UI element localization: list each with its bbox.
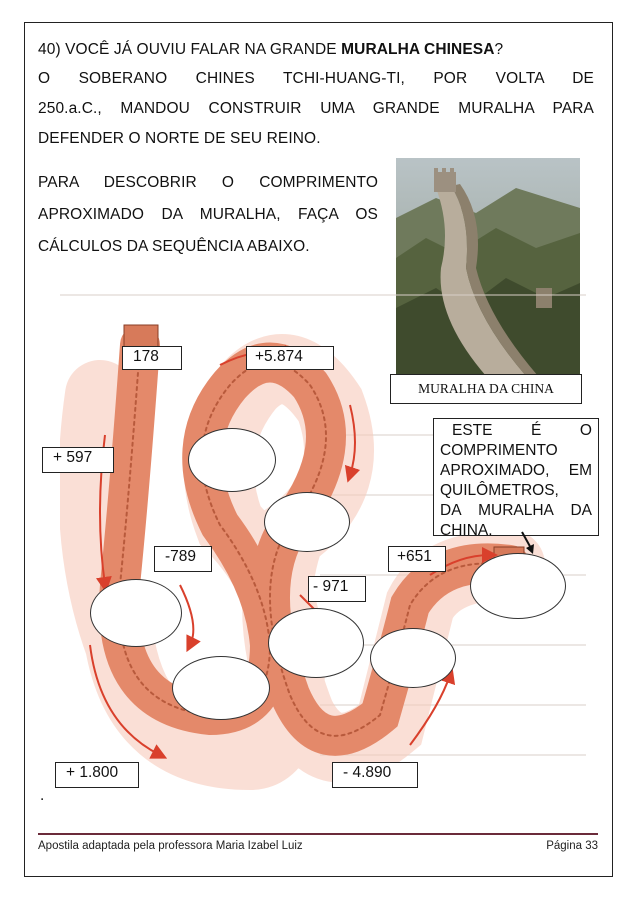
answer-oval-5[interactable] [370,628,456,688]
question-line-3: 250.a.C., MANDOU CONSTRUIR UMA GRANDE MURALHA PARA [38,100,594,117]
answer-note-line-5: DA MURALHA DA [440,502,592,519]
answer-note-line-1: ESTE É O [452,422,592,439]
answer-oval-4[interactable] [268,608,364,678]
footer [38,840,598,852]
answer-oval-6[interactable] [172,656,270,720]
answer-oval-final[interactable] [470,553,566,619]
question-line-2: O SOBERANO CHINES TCHI-HUANG-TI, POR VOLTA DE [38,70,594,87]
value-step-4: - 971 [308,576,366,602]
answer-note-line-2: COMPRIMENTO [440,442,558,459]
answer-note-line-6: CHINA. [440,522,493,539]
answer-oval-3[interactable] [90,579,182,647]
footer-rule [38,833,598,835]
question-line-6: APROXIMADO DA MURALHA, FAÇA OS [38,206,378,223]
question-line-5: PARA DESCOBRIR O COMPRIMENTO [38,174,378,191]
value-step-1: +5.874 [246,346,334,370]
question-suffix: ? [494,41,504,58]
question-prefix: 40) VOCÊ JÁ OUVIU FALAR NA GRANDE [38,41,342,58]
question-line-1 [38,40,598,60]
stray-dot: . [40,787,45,804]
value-step-7: - 4.890 [332,762,418,788]
answer-note [433,418,599,539]
value-step-5: +651 [388,546,446,572]
value-step-2: + 597 [42,447,114,473]
footer-page-number: Página 33 [546,840,598,852]
value-start: 178 [122,346,182,370]
value-step-6: + 1.800 [55,762,139,788]
value-step-3: -789 [154,546,212,572]
footer-author: Apostila adaptada pela professora Maria Izabel Luiz [38,840,303,852]
question-line-4: DEFENDER O NORTE DE SEU REINO. [38,130,321,147]
answer-note-line-4: QUILÔMETROS, [440,482,559,499]
answer-note-line-3: APROXIMADO, EM [440,462,592,479]
answer-oval-2[interactable] [264,492,350,552]
question-line-7: CÁLCULOS DA SEQUÊNCIA ABAIXO. [38,238,310,255]
question-bold: MURALHA CHINESA [341,41,495,58]
photo-caption: MURALHA DA CHINA [390,374,582,404]
answer-oval-1[interactable] [188,428,276,492]
